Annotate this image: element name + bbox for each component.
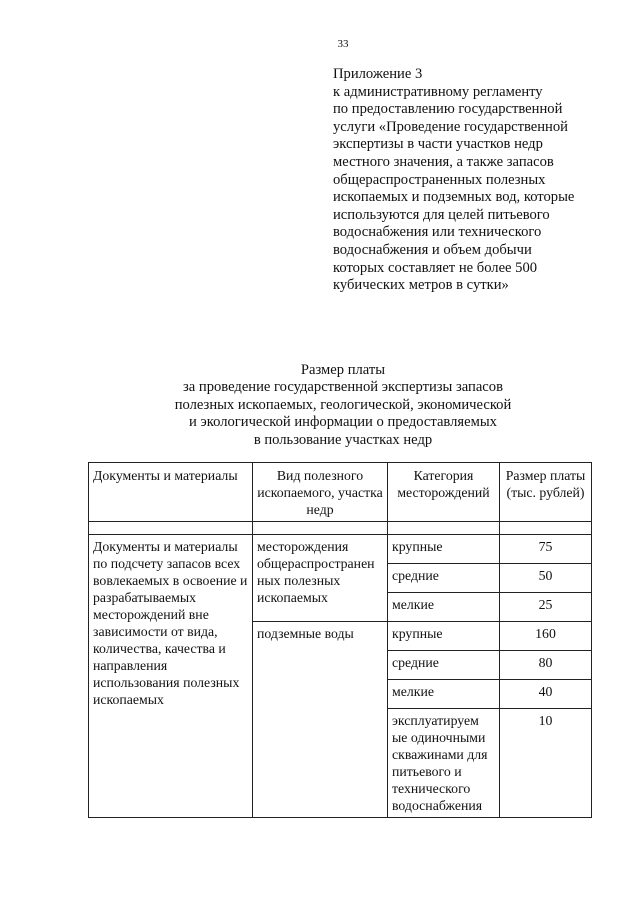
header-mineral-type: Вид полезного ископаемого, участка недр — [253, 463, 388, 522]
fee-cell: 80 — [500, 651, 592, 680]
fee-cell: 50 — [500, 564, 592, 593]
category-cell: средние — [388, 651, 500, 680]
category-cell: средние — [388, 564, 500, 593]
fee-cell: 25 — [500, 593, 592, 622]
spacer-cell — [253, 522, 388, 535]
appendix-line: используются для целей питьевого — [333, 206, 550, 223]
title-line: Размер платы — [300, 362, 386, 378]
appendix-line: которых составляет не более 500 — [333, 259, 538, 276]
table-spacer-row — [89, 522, 592, 535]
documents-cell: Документы и материалы по подсчету запасов всех вовлекаемых в освоение и разрабатываемых месторождений вне зависимости от вида, количества, качества и направления использования полезных ископаемых — [89, 535, 253, 818]
appendix-reference — [333, 66, 603, 295]
spacer-cell — [388, 522, 500, 535]
title-line: полезных ископаемых, геологической, экономической — [174, 396, 512, 413]
spacer-cell — [500, 522, 592, 535]
appendix-line: водоснабжения и объем добычи — [333, 241, 532, 258]
title-line: в пользование участках недр — [253, 431, 433, 448]
table-header-row — [89, 463, 592, 522]
fee-cell: 160 — [500, 622, 592, 651]
header-fee: Размер платы (тыс. рублей) — [500, 463, 592, 522]
document-title — [0, 362, 640, 449]
appendix-line: водоснабжения или технического — [333, 224, 542, 241]
appendix-line: кубических метров в сутки» — [333, 277, 509, 294]
header-documents: Документы и материалы — [89, 463, 253, 522]
title-line: за проведение государственной экспертизы запасов — [183, 379, 503, 396]
page-number: 33 — [337, 38, 349, 50]
fee-cell: 40 — [500, 680, 592, 709]
appendix-line: услуги «Проведение государственной — [333, 118, 568, 135]
fee-table — [88, 462, 592, 818]
fee-cell: 10 — [500, 709, 592, 818]
appendix-line: Приложение 3 — [333, 66, 423, 82]
appendix-line: общераспространенных полезных — [333, 171, 546, 188]
category-cell: эксплуатируем ые одиночными скважинами для питьевого и технического водоснабжения — [388, 709, 500, 818]
appendix-line: ископаемых и подземных вод, которые — [333, 189, 575, 206]
appendix-line: экспертизы в части участков недр — [333, 136, 543, 153]
header-category: Категория месторождений — [388, 463, 500, 522]
category-cell: мелкие — [388, 593, 500, 622]
category-cell: крупные — [388, 622, 500, 651]
mineral-type-cell: месторождения общераспространен ных полезных ископаемых — [253, 535, 388, 622]
appendix-line: по предоставлению государственной — [333, 101, 563, 118]
spacer-cell — [89, 522, 253, 535]
table-row — [89, 535, 592, 564]
fee-cell: 75 — [500, 535, 592, 564]
title-line: и экологической информации о предоставляемых — [189, 414, 497, 431]
appendix-line: к административному регламенту — [333, 83, 543, 100]
category-cell: мелкие — [388, 680, 500, 709]
appendix-line: местного значения, а также запасов — [333, 153, 554, 170]
mineral-type-cell: подземные воды — [253, 622, 388, 818]
category-cell: крупные — [388, 535, 500, 564]
